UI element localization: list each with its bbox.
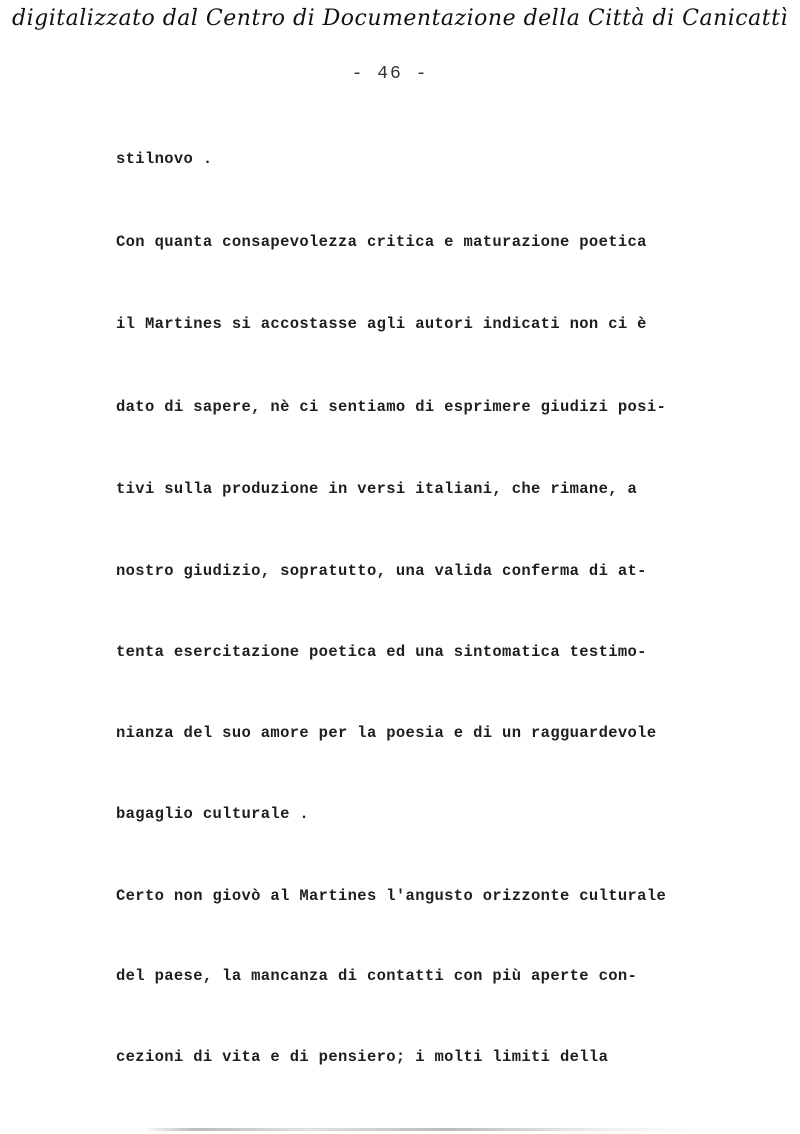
- body-text-line: Certo non giovò al Martines l'angusto orizzonte culturale: [116, 887, 667, 905]
- body-text-line: del paese, la mancanza di contatti con più aperte con-: [116, 967, 638, 985]
- body-text-line: Con quanta consapevolezza critica e maturazione poetica: [116, 233, 647, 251]
- scan-edge-artifact: [140, 1128, 700, 1131]
- body-text-line: dato di sapere, nè ci sentiamo di esprimere giudizi posi-: [116, 398, 667, 416]
- body-text-line: nianza del suo amore per la poesia e di un ragguardevole: [116, 724, 657, 742]
- page-number: - 46 -: [351, 64, 429, 84]
- body-text-line: il Martines si accostasse agli autori indicati non ci è: [116, 315, 647, 333]
- body-text-line: nostro giudizio, sopratutto, una valida conferma di at-: [116, 562, 647, 580]
- body-text-line: tenta esercitazione poetica ed una sintomatica testimo-: [116, 643, 647, 661]
- body-text-line: cezioni di vita e di pensiero; i molti limiti della: [116, 1048, 609, 1066]
- body-text-line: tivi sulla produzione in versi italiani, che rimane, a: [116, 480, 638, 498]
- digitization-header: digitalizzato dal Centro di Documentazione della Città di Canicattì: [12, 6, 788, 31]
- body-text-line: stilnovo .: [116, 150, 213, 168]
- body-text-line: bagaglio culturale .: [116, 805, 310, 823]
